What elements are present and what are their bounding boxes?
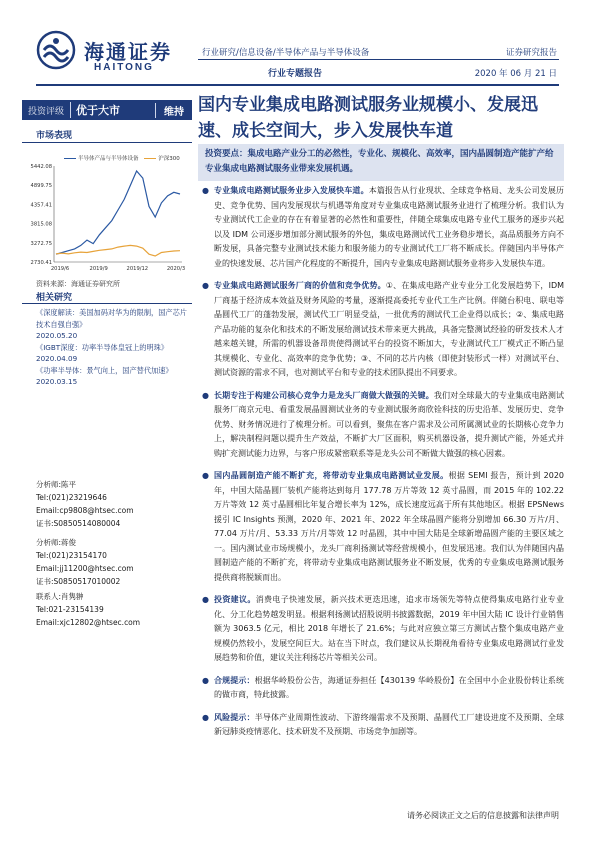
report-type: 行业专题报告 [268, 69, 323, 79]
header-bottom-divider [36, 84, 559, 86]
key-point-body: 根据 SEMI 报告，预计到 2020 年，中国大陆晶圆厂装机产能将达到每月 177.78 万片等效 12 英寸晶圆，而 2015 年的 102.22 万片等效 12 英寸晶圆相比年复合增长率为 12%，成长速度远高于所有其他地区。根据 EPSNews 援引 IC Insights 预测，2020 年、2021 年、2022 年全球晶圆产能将分别增加 66.30 万片/月、77.04 万片/月、53.33 万片/月等效 12 吋晶圆，其中中国大陆是全球新增晶圆产能的主要区域之一。国内测试业市场规模小，龙头厂商利扬测试等经营规模小，但发展迅速。我们认为伴随国内晶圆制造产能的不断扩充，将带动专业集成电路测试服务业不断发展，优秀的专业集成电路测试服务提供商将脱颖而出。 [214, 471, 565, 582]
key-point-lead: 合规提示： [214, 675, 255, 685]
bullet-icon: ● [202, 186, 209, 195]
analyst-block-2 [36, 536, 192, 588]
analyst-cert: 证书:S0850514080004 [36, 519, 121, 528]
logo-chinese-name: 海通证券 [84, 40, 172, 64]
key-point [198, 593, 564, 666]
key-point-body: 我们对全球最大的专业集成电路测试服务厂商京元电、看重发展晶圆测试业务的专业测试服务商欣铨科技的历史沿革、发展历史、竞争优势、财务情况进行了梳理分析。可以看到，聚焦在客户需求及公司所属测试业的长期核心竞争力上，解决制程问题以提升生产效益，不断扩大厂区面积，购买机器设备，提升测试产能，外延式并购扩充测试能力边界，与客户形成紧密联系等是龙头公司不断做大做强的核心因素。 [214, 390, 565, 458]
x-tick-label: 2019/12 [126, 266, 149, 272]
rating-label: 投资评级 [28, 106, 65, 117]
key-point-lead: 投资建议。 [214, 595, 256, 604]
analyst-tel: Tel:(021)23219646 [36, 493, 107, 502]
key-point-body: 消费电子快速发展，新兴技术更迭迅速，追求市场领先等特点使得集成电路行业专业化、分工化趋势越发明显。根据利扬测试招股说明书披露数据，2019 年中国大陆 IC 设计行业销售额为 3063.5 亿元，相比 2018 年增长了 21.6%；与此对应独立第三方测试占整个集成电路产业规模仍然较小，发展空间巨大。站在当下时点，我们建议从长期视角看待专业集成电路测试行业发展趋势和价值，建议关注利扬芯片等相关公司。 [214, 595, 565, 662]
key-point-lead: 长期专注于构建公司核心竞争力是龙头厂商做大做强的关键。 [214, 390, 434, 400]
series-line-1 [56, 171, 180, 254]
y-tick-label: 3815.08 [30, 221, 52, 228]
analyst-tel: Tel:021-23154139 [36, 605, 104, 614]
related-item-date: 2020.03.15 [36, 377, 78, 386]
key-point [198, 184, 564, 271]
market-title-divider [22, 142, 192, 143]
rating-value: 优于大市 [70, 102, 120, 118]
key-points-list [198, 184, 564, 740]
industry-categories: 行业研究/信息设备/半导体产品与半导体设备 [202, 48, 370, 58]
key-point-body: 本篇报告从行业现状、全球竞争格局、龙头公司发展历史、竞争优势、国内发展现状与机遇等角度对专业集成电路测试服务业进行了梳理分析。我们认为专业测试代工企业的存在有着显著的必然性和重要性，伴随全球集成电路专业代工服务的逐步兴起以及 IDM 公司逐步增加部分测试服务的外包，集成电路测试代工业务稳步增长，高品质服务方向不断发展，具备完整专业测试技术能力和服务能力的专业测试代工厂将不断成长。伴随国内半导体产业的快速发展、芯片国产化程度的不断提升，国内专业集成电路测试服务业将步入发展快车道。 [214, 186, 565, 268]
company-logo [36, 30, 186, 80]
key-point-lead: 专业集成电路测试服务业步入发展快车道。 [214, 186, 369, 195]
analyst-email[interactable]: Email:jj11200@htsec.com [36, 564, 134, 573]
chart-legend [60, 154, 180, 162]
legend-label-semiconductor: 半导体产品与半导体设备 [78, 156, 139, 162]
key-point-lead: 风险提示： [214, 712, 255, 722]
disclaimer-footer: 请务必阅读正文之后的信息披露和法律声明 [407, 811, 559, 820]
y-tick-label: 4899.75 [30, 183, 52, 190]
logo-english-name: HAITONG [94, 62, 154, 73]
bullet-icon: ● [202, 712, 209, 722]
bullet-icon: ● [202, 675, 209, 685]
analyst-block-3 [36, 590, 192, 629]
bullet-icon: ● [202, 281, 209, 290]
key-point-lead: 专业集成电路测试服务厂商的价值和竞争优势。 [214, 281, 386, 290]
rating-action: 维持 [155, 103, 192, 118]
legend-swatch-semiconductor [64, 158, 76, 160]
key-point [198, 711, 564, 740]
market-performance-chart [28, 162, 186, 274]
report-date: 2020 年 06 月 21 日 [474, 69, 557, 79]
legend-label-hs300: 沪深300 [158, 156, 180, 162]
related-research-list [36, 307, 192, 388]
x-tick-label: 2019/6 [50, 266, 70, 272]
legend-swatch-hs300 [144, 158, 156, 160]
related-item[interactable]: 《IGBT深度：功率半导体皇冠上的明珠》 [36, 342, 169, 352]
related-item[interactable]: 《深度解读：美国加码对华为的限制，国产芯片技术自强自强》 [36, 308, 187, 329]
investment-summary: 投资要点：集成电路产业分工的必然性，专业化、规模化、高效率，国内晶圆制造产能扩产给专业集成电路测试服务业带来发展机遇。 [198, 144, 564, 181]
key-point [198, 674, 564, 703]
analyst-email[interactable]: Email:cp9808@htsec.com [36, 506, 134, 515]
analyst-cert: 证书:S0850517010002 [36, 577, 121, 586]
key-point-body: ①、在集成电路产业专业分工化发展趋势下，IDM 厂商基于经济成本效益及财务风险的考量，逐渐提高委托专业代工生产比例。伴随台积电、联电等晶圆代工厂的蓬勃发展，测试代工厂明显受益，一批优秀的测试代工企业得以成长；②、集成电路产品功能的复杂化和技术的不断发展给测试技术带来更大挑战，具备完整测试经验的研发技术人才越来越关键，所需的机器设备昂贵使得测试平台的投资不断加大，专业测试代工厂模式正不断凸显其规模化、专业化、高效率的竞争优势；③、不同的芯片内核（即使封装形式一样）对测试平台、测试资源的需求不同，也对测试平台和专业的技术团队提出不同要求。 [214, 281, 565, 377]
related-item[interactable]: 《功率半导体：景气向上，国产替代加速》 [36, 365, 173, 375]
related-title-divider [22, 303, 192, 304]
investment-rating-bar [22, 100, 192, 120]
key-point [198, 469, 564, 585]
market-performance-title: 市场表现 [36, 131, 73, 141]
y-tick-label: 5442.08 [30, 164, 52, 170]
series-line-2 [56, 245, 180, 256]
document-class: 证券研究报告 [505, 48, 557, 58]
analyst-name: 联系人:肖隽翀 [36, 592, 84, 601]
bullet-icon: ● [202, 390, 209, 400]
x-tick-label: 2019/9 [89, 266, 108, 272]
related-item-date: 2020.04.09 [36, 354, 78, 363]
key-point-lead: 国内晶圆制造产能不断扩充，将带动专业集成电路测试业发展。 [214, 471, 449, 480]
key-point-body: 根据华岭股份公告，海通证券担任【430139 华岭股份】在全国中小企业股份转让系统的做市商，特此披露。 [214, 675, 564, 699]
key-point [198, 389, 564, 462]
header-divider [198, 59, 559, 60]
related-research-title: 相关研究 [36, 293, 73, 303]
key-point [198, 279, 564, 381]
analyst-tel: Tel:(021)23154170 [36, 551, 107, 560]
analyst-name: 分析师:蒋俊 [36, 538, 77, 547]
related-item-date: 2020.05.20 [36, 331, 78, 340]
y-tick-label: 4357.41 [30, 202, 52, 209]
chart-source: 资料来源：海通证券研究所 [36, 280, 120, 288]
haitong-logo-icon [36, 30, 76, 70]
y-tick-label: 3272.75 [30, 240, 52, 247]
analyst-email[interactable]: Email:xjc12802@htsec.com [36, 618, 141, 627]
x-tick-label: 2020/3 [166, 266, 186, 272]
bullet-icon: ● [202, 471, 209, 480]
y-tick-label: 2730.41 [30, 260, 52, 266]
analyst-name: 分析师:陈平 [36, 480, 77, 489]
key-point-body: 半导体产业周期性波动、下游终端需求不及预期、晶圆代工厂建设进度不及预期、全球新冠肺炎疫情恶化、技术研发不及预期、市场竞争加剧等。 [214, 712, 565, 736]
analyst-block-1 [36, 478, 192, 530]
bullet-icon: ● [202, 595, 209, 604]
report-title: 国内专业集成电路测试服务业规模小、发展迅速、成长空间大，步入发展快车道 [198, 95, 538, 141]
